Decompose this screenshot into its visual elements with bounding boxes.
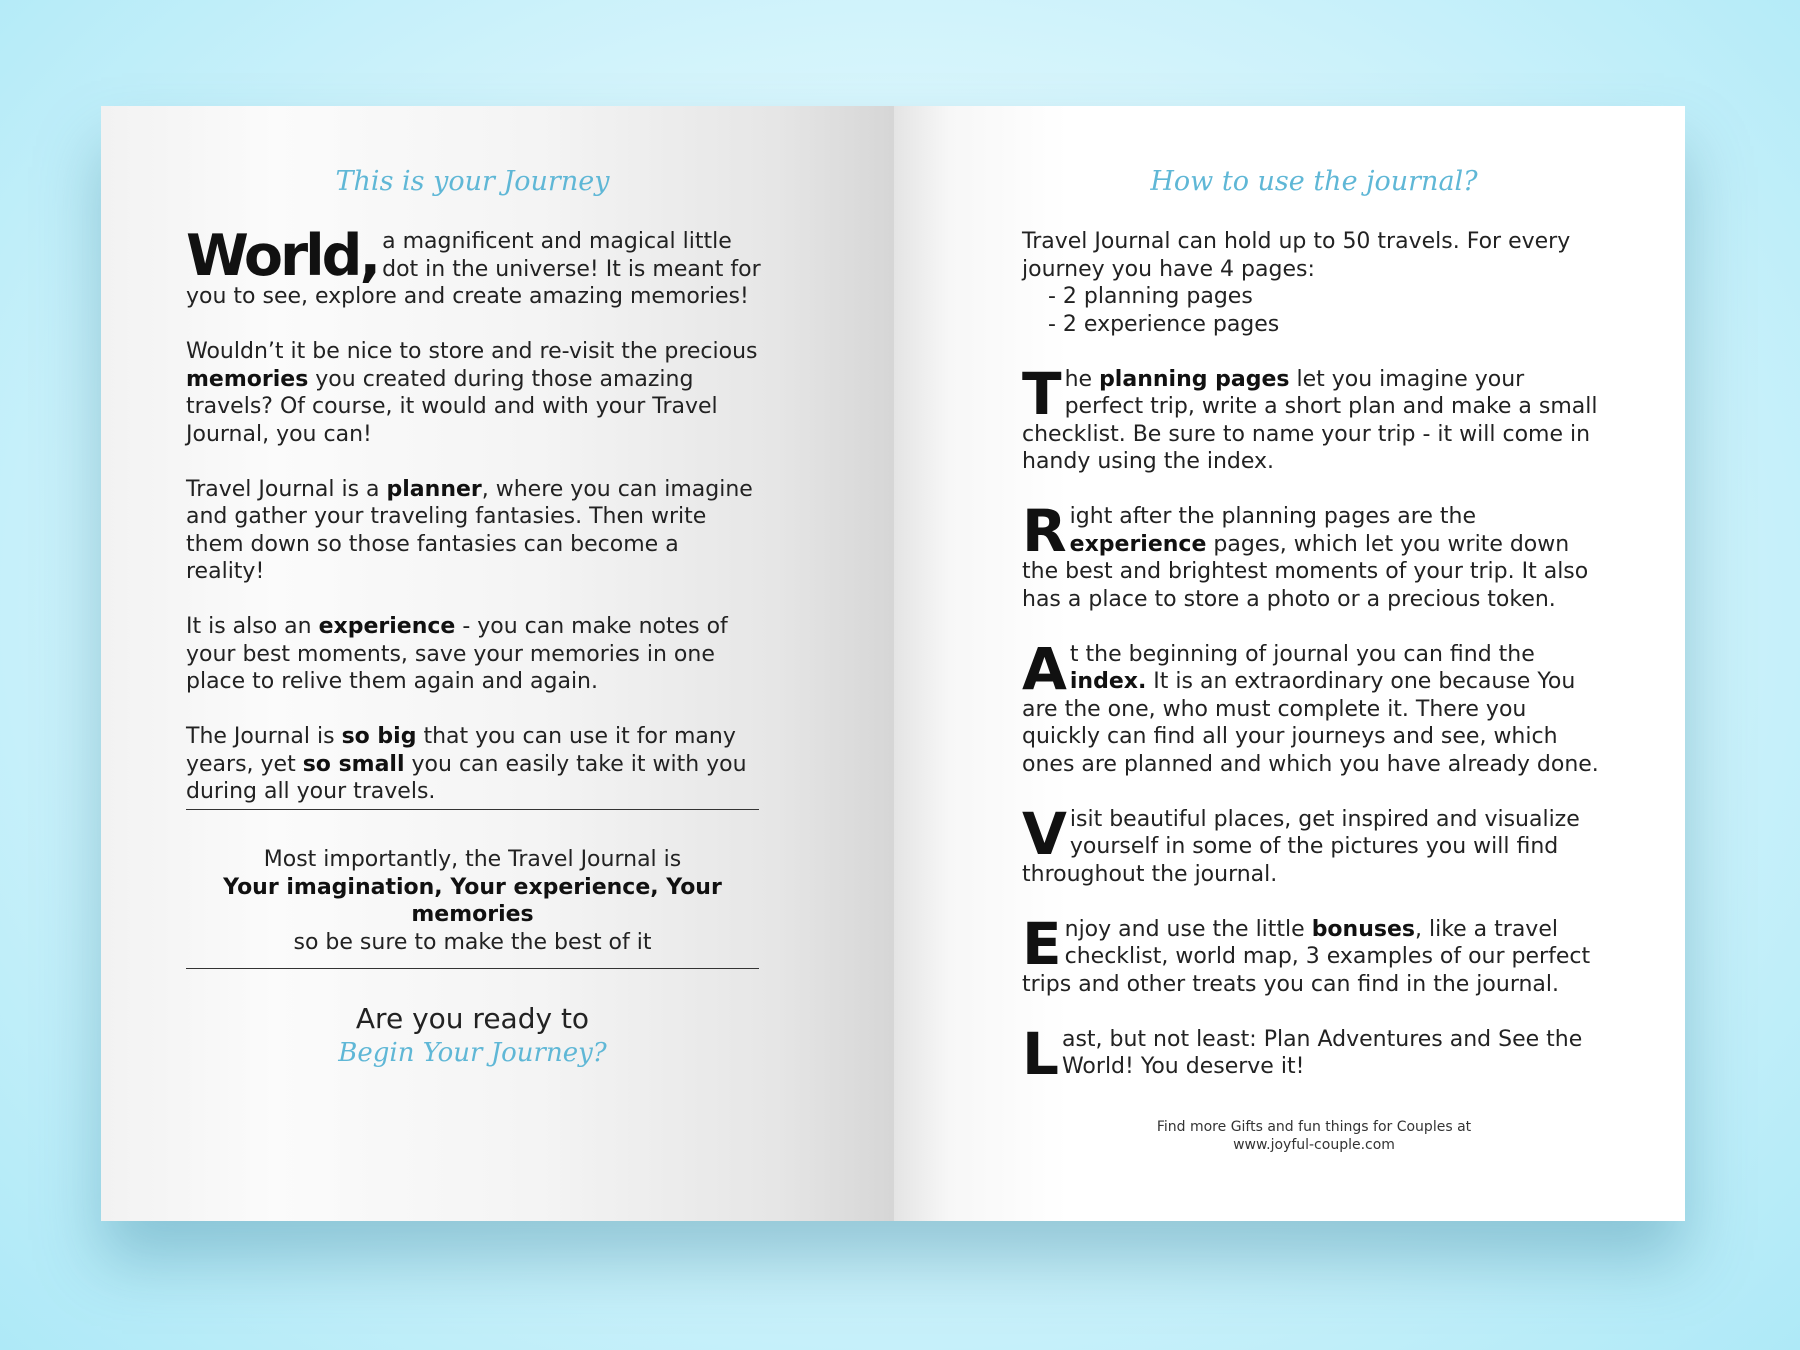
intro-paragraph	[186, 223, 761, 311]
ready-text: Are you ready to	[355, 1002, 590, 1035]
bold-planner: planner	[386, 476, 482, 502]
bold-index: index.	[1069, 669, 1147, 694]
text: that you can use it for many years, yet	[186, 724, 736, 777]
intro-text: Travel Journal can hold up to 50 travels. For every journey you have 4 pages:	[1022, 229, 1571, 282]
right-body	[1022, 228, 1602, 1108]
bold-memories: memories	[186, 366, 309, 392]
bold-experience: experience	[318, 614, 456, 639]
bold-planning-pages: planning pages	[1099, 366, 1290, 392]
text: njoy and use the little	[1064, 916, 1312, 942]
text: The Journal is	[186, 724, 342, 749]
paragraph-t	[1022, 359, 1602, 476]
paragraph-e	[1022, 909, 1602, 999]
drop-cap-r: R	[1022, 497, 1067, 565]
bold-so-small: so small	[302, 751, 405, 777]
drop-cap-v: V	[1022, 799, 1067, 868]
footer-line-1: Find more Gifts and fun things for Couples at	[1156, 1119, 1472, 1135]
highlight-line-1: Most importantly, the Travel Journal is	[263, 847, 682, 872]
divider-top	[186, 809, 759, 810]
text: isit beautiful places, get inspired and visualize yourself in some of the pictures you will find throughout the journal.	[1022, 806, 1580, 887]
drop-cap-a: A	[1022, 634, 1067, 703]
bold-your-memories: Your memories	[411, 874, 722, 927]
text: you can easily take it with you during all your travels.	[186, 751, 747, 804]
highlight-line-3: so be sure to make the best of it	[293, 929, 652, 955]
text: ight after the planning pages are the	[1069, 504, 1476, 529]
text: let you imagine your perfect trip, write a short plan and make a small checklist. Be sure to name your trip - it will come in handy using the index.	[1022, 366, 1598, 474]
text: , like a travel checklist, world map, 3 examples of our perfect trips and other treats you can find in the journal.	[1022, 916, 1591, 997]
planner-paragraph	[186, 476, 761, 586]
paragraph-a	[1022, 634, 1602, 779]
size-paragraph	[186, 723, 761, 806]
right-page	[894, 106, 1685, 1221]
text: t the beginning of journal you can find the	[1069, 641, 1535, 667]
bold-imagination: Your imagination	[223, 874, 435, 900]
highlight-block	[186, 846, 759, 956]
bold-bonuses: bonuses	[1311, 916, 1415, 942]
intro-text: a magnificent and magical little dot in the universe! It is meant for you to see, explore and create amazing memories!	[186, 229, 761, 309]
text: It is also an	[186, 614, 319, 639]
drop-cap-l: L	[1022, 1019, 1059, 1088]
begin-journey-text: Begin Your Journey?	[338, 1038, 607, 1068]
open-book	[101, 106, 1685, 1221]
separator: ,	[434, 874, 451, 900]
paragraph-l	[1022, 1019, 1602, 1088]
left-page-title: This is your Journey	[335, 166, 610, 197]
divider-bottom	[186, 968, 759, 969]
world-heading: World,	[186, 223, 379, 289]
intro-paragraph	[1022, 228, 1602, 338]
list-item: - 2 experience pages	[1048, 311, 1280, 337]
left-page	[101, 106, 894, 1221]
list-item: - 2 planning pages	[1048, 284, 1253, 309]
text: Travel Journal is a	[186, 476, 387, 502]
highlight-line-2	[186, 874, 759, 929]
text: , where you can imagine and gather your traveling fantasies. Then write them down so those fantasies can become a reality!	[186, 476, 753, 584]
drop-cap-t: T	[1022, 359, 1062, 428]
text: you created during those amazing travels? Of course, it would and with your Travel Journal, you can!	[186, 366, 718, 447]
text: - you can make notes of your best moments, save your memories in one place to relive them again and again.	[186, 614, 728, 694]
bold-so-big: so big	[341, 724, 417, 749]
text: pages, which let you write down the best and brightest moments of your trip. It also has a place to store a photo or a precious token.	[1022, 531, 1589, 612]
separator: ,	[650, 874, 667, 900]
paragraph-r	[1022, 497, 1602, 613]
text: It is an extraordinary one because You are the one, who must complete it. There you quickly can find all your journeys and see, which ones are planned and which you have already done.	[1022, 669, 1599, 777]
right-page-title: How to use the journal?	[1150, 166, 1478, 197]
text: Wouldn’t it be nice to store and re-visit the precious	[186, 339, 758, 364]
drop-cap-e: E	[1022, 909, 1062, 978]
bold-experience: experience	[1069, 531, 1207, 557]
memories-paragraph	[186, 338, 761, 448]
text: ast, but not least: Plan Adventures and See the World! You deserve it!	[1061, 1026, 1583, 1079]
footer-url[interactable]: www.joyful-couple.com	[1233, 1137, 1395, 1153]
bold-your-experience: Your experience	[450, 874, 651, 900]
text: he	[1064, 366, 1100, 392]
left-body	[186, 223, 761, 833]
experience-paragraph	[186, 613, 761, 696]
footer	[954, 1118, 1674, 1154]
paragraph-v	[1022, 799, 1602, 889]
